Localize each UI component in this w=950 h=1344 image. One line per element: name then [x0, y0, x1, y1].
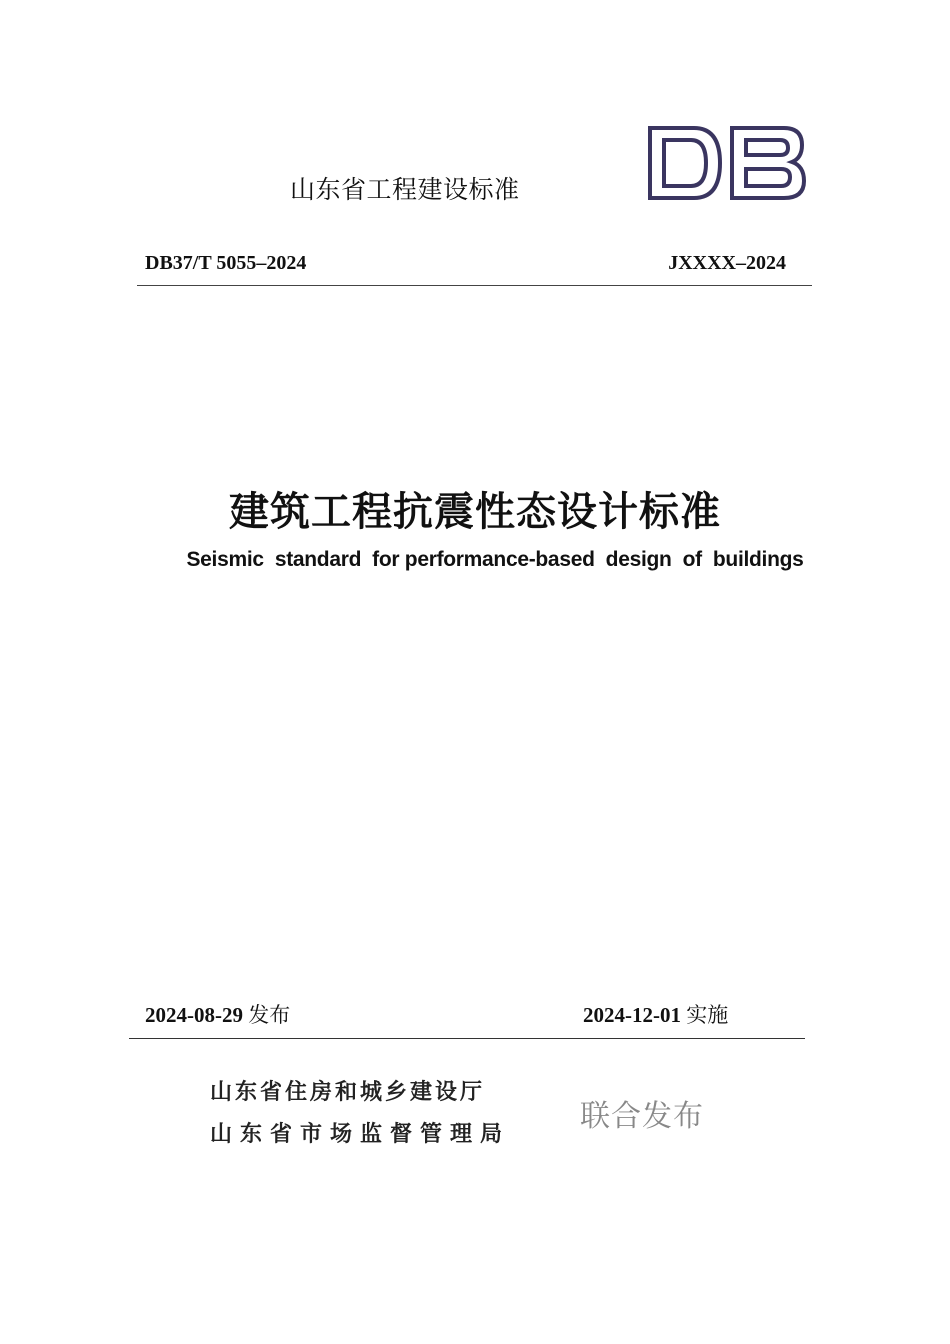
issuer-market-regulation: 山东省市场监督管理局 [210, 1122, 511, 1147]
joint-issue-label: 联合发布 [580, 1099, 704, 1134]
record-code: JXXXX–2024 [668, 252, 786, 274]
title-english: Seismic standard for performance-based design of buildings [186, 548, 804, 571]
header-divider [137, 285, 812, 286]
effective-date: 2024-12-01 [583, 1003, 681, 1027]
publish-date-line [145, 999, 290, 1029]
standard-code: DB37/T 5055–2024 [145, 252, 307, 274]
publish-label: 发布 [248, 1003, 291, 1027]
publish-date: 2024-08-29 [145, 1003, 243, 1027]
db-logo [646, 124, 806, 202]
effective-label: 实施 [686, 1003, 729, 1027]
issuer-list [210, 1072, 510, 1156]
title-chinese: 建筑工程抗震性态设计标准 [229, 489, 721, 535]
effective-date-line [583, 999, 728, 1029]
footer-divider [129, 1038, 805, 1039]
standard-type-label: 山东省工程建设标准 [290, 175, 520, 204]
issuer-housing-department: 山东省住房和城乡建设厅 [210, 1080, 486, 1105]
